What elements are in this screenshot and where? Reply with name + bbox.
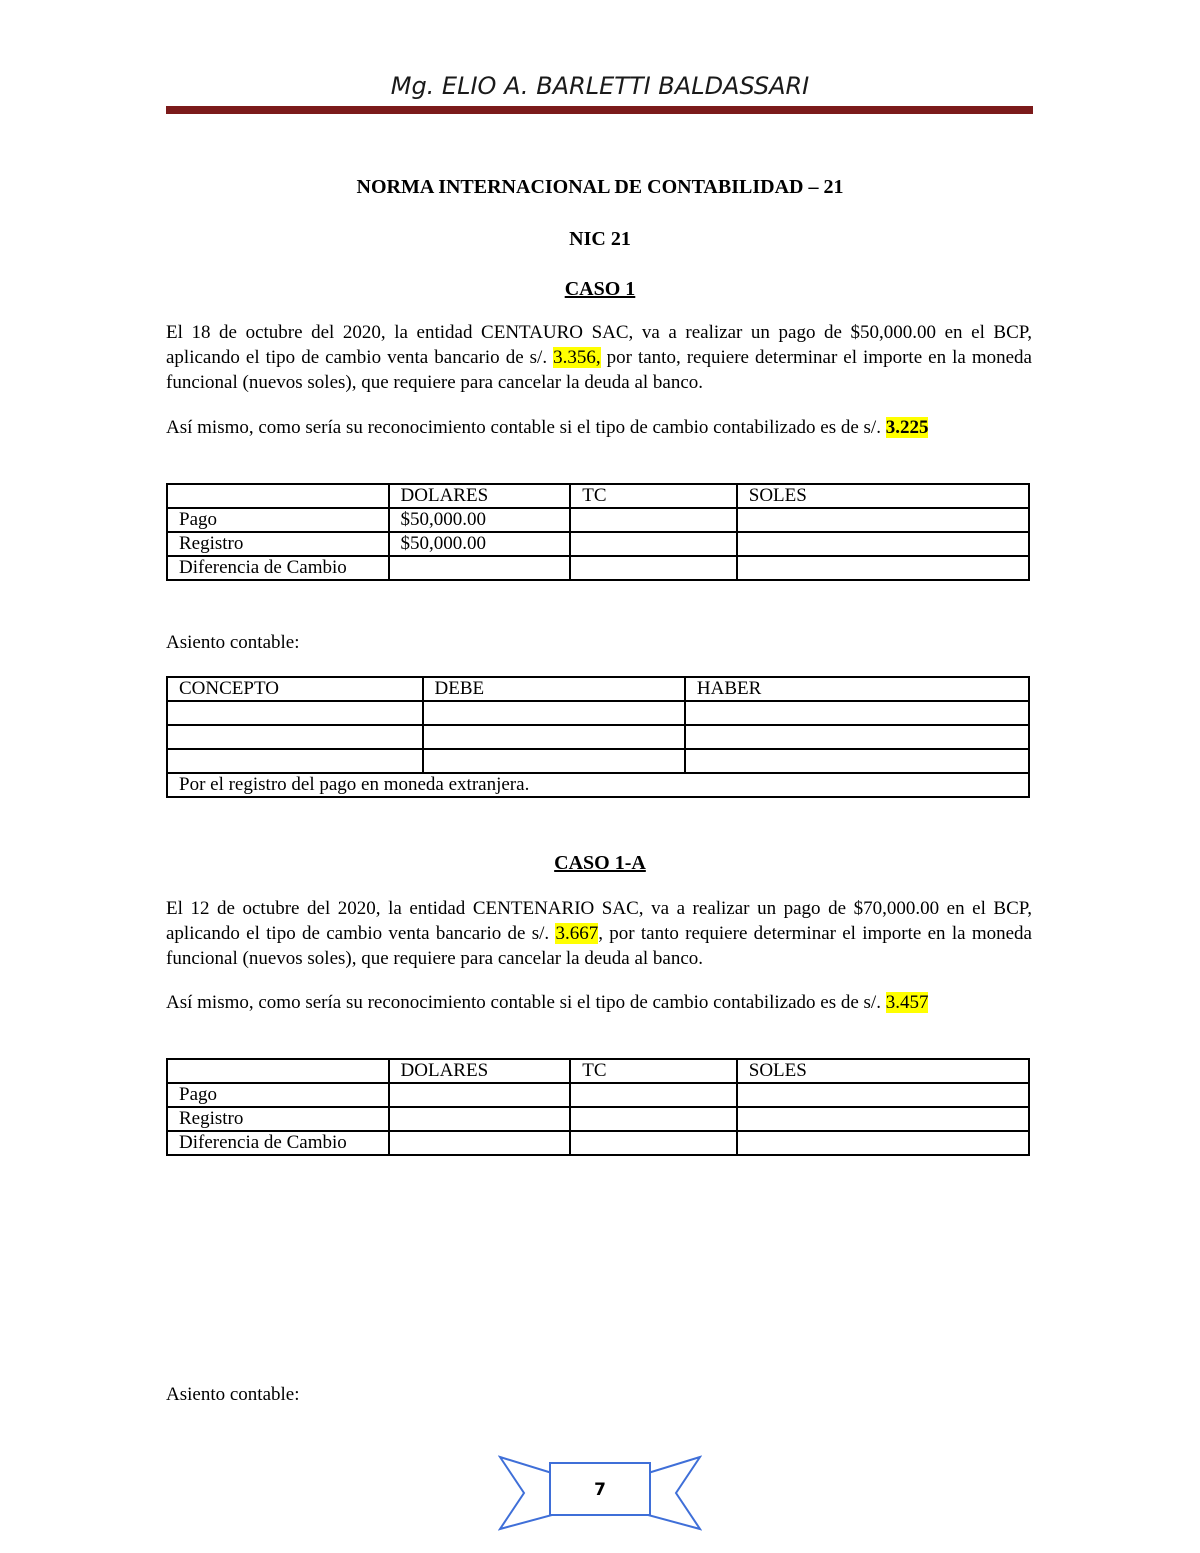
table-cell bbox=[737, 532, 1029, 556]
document-subtitle: NIC 21 bbox=[569, 228, 631, 250]
case1a-heading-text: CASO 1-A bbox=[554, 852, 646, 874]
table-cell: Registro bbox=[167, 1107, 389, 1131]
case1-p2-rate: 3.225 bbox=[885, 417, 929, 438]
table-cell bbox=[570, 532, 737, 556]
case1-paragraph-2 bbox=[166, 415, 1032, 440]
table-footer-row bbox=[167, 773, 1029, 797]
table-cell: CONCEPTO bbox=[167, 677, 423, 701]
case1-p1-text-a: El 18 de octubre del 2020, la entidad CENTAURO SAC, va a realizar un pago de $50,000.00 en el BCP, aplicando el tipo de cambio venta bancario de s/. bbox=[166, 322, 1032, 368]
table-cell bbox=[737, 1107, 1029, 1131]
table-cell: SOLES bbox=[737, 484, 1029, 508]
table-cell bbox=[389, 1131, 571, 1155]
page-number: 7 bbox=[594, 1480, 606, 1500]
table-cell bbox=[389, 1107, 571, 1131]
table-cell bbox=[167, 749, 423, 773]
table-cell bbox=[570, 1131, 737, 1155]
table-cell: DEBE bbox=[423, 677, 685, 701]
header-rule bbox=[166, 106, 1033, 114]
table-cell bbox=[167, 1059, 389, 1083]
table-header-row bbox=[167, 484, 1029, 508]
case1a-exchange-table bbox=[166, 1058, 1030, 1156]
case1a-entry-label: Asiento contable: bbox=[166, 1384, 300, 1405]
case1-entry-label: Asiento contable: bbox=[166, 632, 300, 653]
table-cell: Diferencia de Cambio bbox=[167, 556, 389, 580]
table-row bbox=[167, 701, 1029, 725]
table-header-row bbox=[167, 677, 1029, 701]
case1-p1-rate: 3.356, bbox=[553, 347, 601, 368]
table-cell bbox=[685, 749, 1029, 773]
document-title: NORMA INTERNACIONAL DE CONTABILIDAD – 21 bbox=[356, 176, 844, 198]
case1a-p2-rate: 3.457 bbox=[885, 992, 929, 1013]
table-cell: DOLARES bbox=[389, 484, 571, 508]
case1-p2-text: Así mismo, como sería su reconocimiento contable si el tipo de cambio contabilizado es de s/. bbox=[166, 417, 886, 438]
table-cell: Pago bbox=[167, 508, 389, 532]
case1a-paragraph-1 bbox=[166, 896, 1032, 971]
table-cell: Registro bbox=[167, 532, 389, 556]
table-cell: TC bbox=[570, 484, 737, 508]
table-cell bbox=[389, 556, 571, 580]
table-header-row bbox=[167, 1059, 1029, 1083]
case1a-p1-text-b: , por tanto requiere determinar el importe en la moneda funcional (nuevos soles), que requiere para cancelar la deuda al banco. bbox=[166, 923, 1032, 969]
case1-entry-table bbox=[166, 676, 1030, 798]
table-cell bbox=[423, 725, 685, 749]
table-cell: Por el registro del pago en moneda extranjera. bbox=[167, 773, 1029, 797]
table-row bbox=[167, 1131, 1029, 1155]
table-cell bbox=[570, 1107, 737, 1131]
case1-paragraph-1 bbox=[166, 320, 1032, 395]
table-cell bbox=[737, 1131, 1029, 1155]
table-row bbox=[167, 725, 1029, 749]
table-cell bbox=[423, 701, 685, 725]
table-cell bbox=[685, 725, 1029, 749]
table-row bbox=[167, 556, 1029, 580]
table-cell bbox=[685, 701, 1029, 725]
table-cell bbox=[389, 1083, 571, 1107]
table-cell: HABER bbox=[685, 677, 1029, 701]
case1a-p1-text-a: El 12 de octubre del 2020, la entidad CENTENARIO SAC, va a realizar un pago de $70,000.00 en el BCP, aplicando el tipo de cambio venta bancario de s/. bbox=[166, 898, 1032, 944]
table-row bbox=[167, 532, 1029, 556]
table-cell bbox=[570, 508, 737, 532]
case1a-paragraph-2 bbox=[166, 990, 1032, 1015]
case1-p1-text-b: por tanto, requiere determinar el importe en la moneda funcional (nuevos soles), que requiere para cancelar la deuda al banco. bbox=[166, 347, 1032, 393]
case1a-heading bbox=[0, 852, 1200, 875]
case1-exchange-table bbox=[166, 483, 1030, 581]
table-cell: DOLARES bbox=[389, 1059, 571, 1083]
table-cell bbox=[167, 725, 423, 749]
table-cell bbox=[167, 484, 389, 508]
case1a-p2-text: Así mismo, como sería su reconocimiento contable si el tipo de cambio contabilizado es de s/. bbox=[166, 992, 886, 1013]
table-cell bbox=[737, 1083, 1029, 1107]
table-cell: SOLES bbox=[737, 1059, 1029, 1083]
table-cell: $50,000.00 bbox=[389, 532, 571, 556]
table-cell: $50,000.00 bbox=[389, 508, 571, 532]
case1-heading bbox=[0, 278, 1200, 301]
table-row bbox=[167, 508, 1029, 532]
document-header-author: Mg. ELIO A. BARLETTI BALDASSARI bbox=[390, 72, 810, 100]
case1-heading-text: CASO 1 bbox=[564, 278, 636, 300]
table-cell bbox=[167, 701, 423, 725]
table-cell bbox=[570, 1083, 737, 1107]
table-row bbox=[167, 1083, 1029, 1107]
table-row bbox=[167, 1107, 1029, 1131]
table-cell bbox=[423, 749, 685, 773]
case1a-p1-rate: 3.667 bbox=[555, 923, 599, 944]
table-row bbox=[167, 749, 1029, 773]
table-cell bbox=[570, 556, 737, 580]
table-cell: Diferencia de Cambio bbox=[167, 1131, 389, 1155]
table-cell: Pago bbox=[167, 1083, 389, 1107]
table-cell bbox=[737, 556, 1029, 580]
table-cell bbox=[737, 508, 1029, 532]
table-cell: TC bbox=[570, 1059, 737, 1083]
